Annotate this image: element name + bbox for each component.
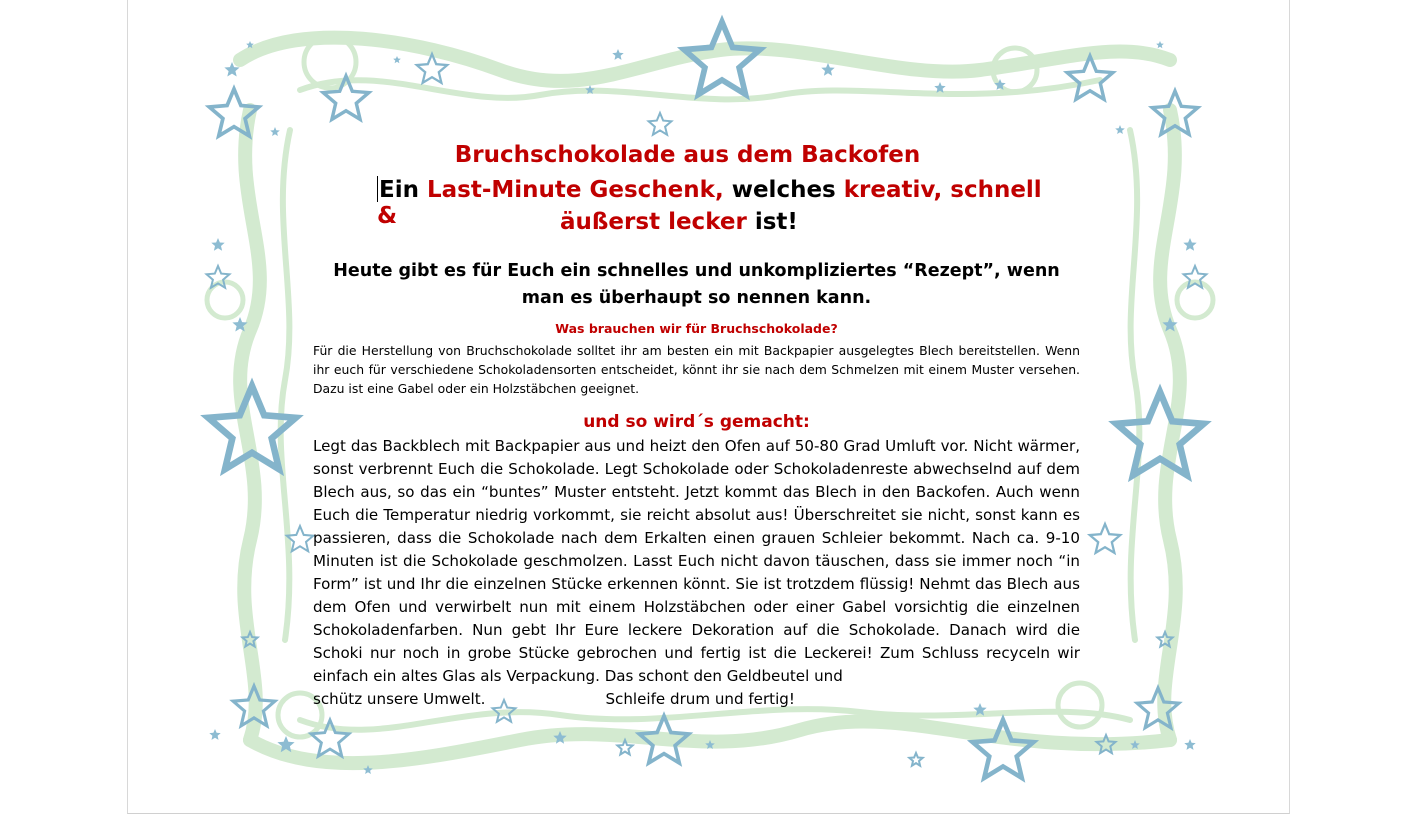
star-icon	[1090, 524, 1120, 553]
instructions-last-line	[313, 688, 1080, 711]
instructions-paragraph	[313, 435, 1080, 711]
star-icon	[909, 753, 922, 766]
star-icon	[684, 22, 760, 94]
title-highlight: äußerst lecker	[560, 209, 747, 235]
title-text: ist!	[746, 209, 798, 235]
star-icon	[1183, 238, 1196, 251]
title-text: Ein	[379, 177, 427, 203]
star-icon	[1184, 739, 1195, 750]
star-icon	[1115, 125, 1125, 134]
section-heading-ingredients: Was brauchen wir für Bruchschokolade?	[555, 321, 838, 336]
title-line-3	[560, 209, 860, 235]
star-icon	[1156, 41, 1164, 48]
title-text: welches	[723, 177, 844, 203]
instructions-body: Legt das Backblech mit Backpapier aus und heizt den Ofen auf 50-80 Grad Umluft vor. Nicht wärmer, sonst verbrennt Euch die Schokolade. Legt Schokolade oder Schokoladenreste abwechselnd auf dem Blech aus, so das ein “buntes” Muster entsteht. Jetzt kommt das Blech in den Backofen. Auch wenn Euch die Temperatur niedrig vorkommt, sie reicht absolut aus! Überschreitet sie nicht, sonst kann es passieren, dass die Schokolade nach dem Erkalten einen grauen Schleier bekommt. Nach ca. 9-10 Minuten ist die Schokolade geschmolzen. Lasst Euch nicht davon täuschen, dass sie immer noch “in Form” ist und Ihr die einzelnen Stücke erkennen könnt. Sie ist trotzdem flüssig! Nehmt das Blech aus dem Ofen und verwirbelt nun mit einem Holzstäbchen oder einer Gabel vorsichtig die einzelnen Schokoladenfarben. Nun gebt Ihr Eure leckere Dekoration auf die Schokolade. Danach wird die Schoki nur noch in grobe Stücke gebrochen und fertig ist die Leckerei! Zum Schluss recyceln wir einfach ein altes Glas als Verpackung. Das schont den Geldbeutel und	[313, 437, 1080, 685]
star-icon	[393, 56, 401, 63]
ingredients-paragraph: Für die Herstellung von Bruchschokolade solltet ihr am besten ein mit Backpapier ausgelegtes Blech bereitstellen. Wenn ihr euch für verschiedene Schokoladensorten entscheidet, könnt ihr sie nach dem Schmelzen mit einem Muster versehen. Dazu ist eine Gabel oder ein Holzstäbchen geeignet.	[313, 343, 1080, 396]
title-line-1: Bruchschokolade aus dem Backofen	[454, 142, 921, 168]
star-icon	[821, 63, 834, 76]
intro-paragraph: Heute gibt es für Euch ein schnelles und unkompliziertes “Rezept”, wenn man es überhaupt so nennen kann.	[333, 261, 1060, 308]
star-icon	[270, 127, 280, 136]
section-heading-instructions: und so wird´s gemacht:	[583, 412, 810, 432]
instructions-text: Schleife drum und fertig!	[605, 690, 795, 708]
text-cursor	[377, 176, 378, 202]
star-icon	[1116, 392, 1203, 475]
star-icon	[211, 238, 224, 251]
title-highlight: kreativ, schnell &	[377, 177, 1042, 229]
star-icon	[209, 729, 220, 740]
star-icon	[612, 49, 623, 60]
title-highlight: Last-Minute Geschenk,	[426, 177, 724, 203]
instructions-text: schütz unsere Umwelt.	[313, 690, 486, 708]
star-icon	[649, 113, 672, 135]
